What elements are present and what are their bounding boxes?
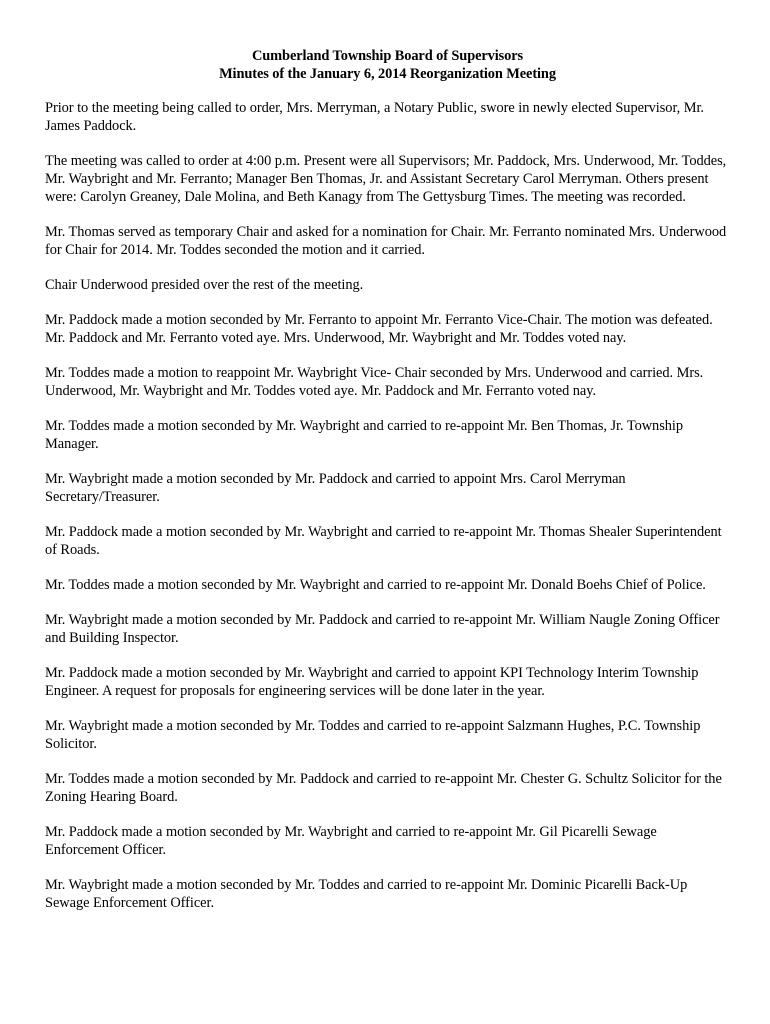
document-subtitle: Minutes of the January 6, 2014 Reorganization Meeting — [219, 66, 556, 82]
paragraph-vice-chair-motion-defeated: Mr. Paddock made a motion seconded by Mr. Ferranto to appoint Mr. Ferranto Vice-Chair. The motion was defeated. Mr. Paddock and Mr. Ferranto voted aye. Mrs. Underwood, Mr. Waybright and Mr. Toddes voted nay. — [45, 312, 713, 346]
paragraph-chief-of-police: Mr. Toddes made a motion seconded by Mr. Waybright and carried to re-appoint Mr. Donald Boehs Chief of Police. — [45, 577, 706, 593]
title-block — [45, 47, 730, 83]
paragraph-backup-sewage-enforcement: Mr. Waybright made a motion seconded by Mr. Toddes and carried to re-appoint Mr. Dominic Picarelli Back-Up Sewage Enforcement Officer. — [45, 877, 688, 911]
paragraph-zoning-board-solicitor: Mr. Toddes made a motion seconded by Mr. Paddock and carried to re-appoint Mr. Chester G. Schultz Solicitor for the Zoning Hearing Board. — [45, 771, 722, 805]
paragraph-vice-chair-reappoint: Mr. Toddes made a motion to reappoint Mr. Waybright Vice- Chair seconded by Mrs. Underwood and carried. Mrs. Underwood, Mr. Waybright and Mr. Toddes voted aye. Mr. Paddock and Mr. Ferranto voted nay. — [45, 365, 704, 399]
paragraph-township-solicitor: Mr. Waybright made a motion seconded by Mr. Toddes and carried to re-appoint Salzmann Hughes, P.C. Township Solicitor. — [45, 718, 701, 752]
paragraph-township-engineer: Mr. Paddock made a motion seconded by Mr. Waybright and carried to appoint KPI Technology Interim Township Engineer. A request for proposals for engineering services will be done later in the year. — [45, 665, 699, 699]
paragraph-call-to-order: The meeting was called to order at 4:00 p.m. Present were all Supervisors; Mr. Paddock, Mrs. Underwood, Mr. Toddes, Mr. Waybright and Mr. Ferranto; Manager Ben Thomas, Jr. and Assistant Secretary Carol Merryman. Others present were: Carolyn Greaney, Dale Molina, and Beth Kanagy from The Gettysburg Times. The meeting was recorded. — [45, 153, 727, 205]
paragraph-oath: Prior to the meeting being called to order, Mrs. Merryman, a Notary Public, swore in newly elected Supervisor, Mr. James Paddock. — [45, 100, 704, 134]
document-title: Cumberland Township Board of Supervisors — [251, 48, 524, 64]
paragraph-sewage-enforcement: Mr. Paddock made a motion seconded by Mr. Waybright and carried to re-appoint Mr. Gil Picarelli Sewage Enforcement Officer. — [45, 824, 657, 858]
paragraph-township-manager: Mr. Toddes made a motion seconded by Mr. Waybright and carried to re-appoint Mr. Ben Thomas, Jr. Township Manager. — [45, 418, 683, 452]
minutes-body — [45, 99, 730, 912]
paragraph-chair-nomination: Mr. Thomas served as temporary Chair and asked for a nomination for Chair. Mr. Ferranto nominated Mrs. Underwood for Chair for 2014. Mr. Toddes seconded the motion and it carried. — [45, 224, 727, 258]
paragraph-superintendent-roads: Mr. Paddock made a motion seconded by Mr. Waybright and carried to re-appoint Mr. Thomas Shealer Superintendent of Roads. — [45, 524, 722, 558]
paragraph-zoning-officer: Mr. Waybright made a motion seconded by Mr. Paddock and carried to re-appoint Mr. William Naugle Zoning Officer and Building Inspector. — [45, 612, 720, 646]
paragraph-secretary-treasurer: Mr. Waybright made a motion seconded by Mr. Paddock and carried to appoint Mrs. Carol Merryman Secretary/Treasurer. — [45, 471, 626, 505]
paragraph-chair-presided: Chair Underwood presided over the rest of the meeting. — [45, 277, 364, 293]
